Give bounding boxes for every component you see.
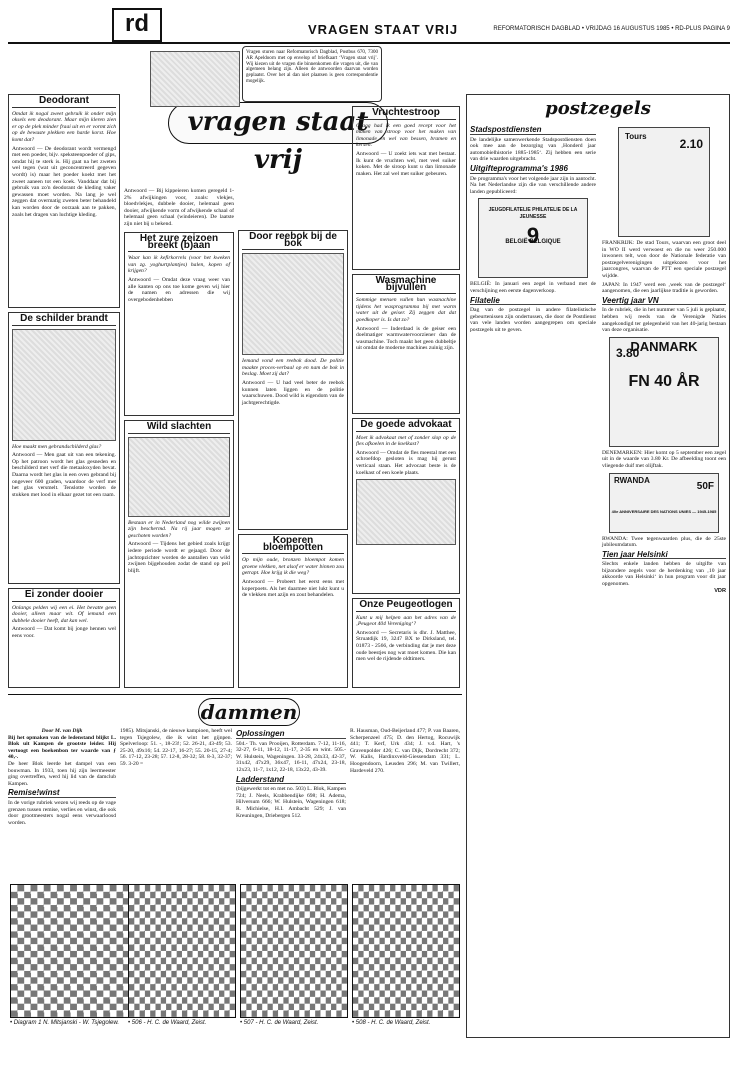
article-zonder: [8, 588, 120, 688]
section-title: Filatelie: [470, 298, 596, 306]
article-title: Wild slachten: [128, 424, 230, 434]
article-title: Deodorant: [12, 98, 116, 108]
article-answer: Antwoord — De deodorant wordt vermengd met een poeder, bijv. speksteenpoeder of gips, omdat hij te sterk is. Hij gaat na het zweten wel tegen (wat uit geconcentreerd gegeven wordt) is) maar het poeder koekt met het zweet aaneen tot een koek. Vanddaar dat bij gebruik van zo'n deodorant de kleding vaker gewassen moet worden. Na lang je wel zeggen dat overmatig zweten beter behandeld kan worden door de oorzaak aan te pakken, zoals het dragen van luchtige kleding.: [12, 145, 116, 218]
section-text: Slechts enkele landen hebben de uitgifte van bijzondere zegels voor de herdenking van ‚10 jaar akkoorde van Helsinki‘ in hun program voor dit jaar opgenomen.: [602, 561, 726, 588]
article-title: De schilder brandt: [12, 316, 116, 326]
article-advocaat: [352, 418, 460, 594]
remise-text: In de vorige rubriek wezen wij reeds op de vage grenzen tussen remise, verlies en winst, die ook door grootmeesters nogal eens verwaarloosd worden.: [8, 799, 116, 826]
diagram-caption: • 506 - H. C. de Waard, Zeist.: [128, 1020, 207, 1026]
diagram-caption: • Diagram 1 N. Mitsjanski - W. Tsjegolew.: [10, 1020, 120, 1026]
denemarken-text: DENEMARKEN: Hier komt op 5 september een zegel uit in de waarde van 3.80 Kr. De afbeelding toont een vliegende duif met olijftak.: [602, 449, 726, 469]
stamp-danmark: DANMARK 3.80 FN 40 ÅR: [609, 337, 719, 447]
section-divider: [8, 694, 462, 695]
draughts-diagram-3: [240, 884, 348, 1018]
section-title: Veertig jaar VN: [602, 298, 726, 306]
section-title: Tien jaar Helsinki: [602, 552, 726, 560]
ladder-text: (bijgewerkt tot en met no. 503) L. Blok, Kampen 724; J. Neels, Krabbendijke 698; H. Adema, Hilversum 666; W. Hulstein, Wageningen 618; R. Michielse, H.I. Ambacht 529; J. van Kreuningen, Driebergen 512.: [236, 786, 346, 819]
article-title: De goede advokaat: [356, 422, 456, 432]
article-answer: Antwoord — Men gaat uit van een tekening. Op het patroon wordt het glas gesneden en beschilderd met verf die metaaloxyden bevat. Daarna wordt het glas in een oven gebrand bij ongeveer 600 graden, waardoor de verf met het glas versmelt. Tenslotte worden de stukken met lood in elkaar gezet tot een raam.: [12, 452, 116, 498]
diagram-caption: • 507 - H. C. de Waard, Zeist.: [240, 1020, 319, 1026]
article-question: Op mijn oude, bronzen bloempot komen groene vlekken, net alsof er water binnen zou getrapt. Hoe krijg ik die weg?: [242, 557, 344, 577]
article-answer: Antwoord — Probeert het eerst eens met koperpoets. Als het daarmee niet lukt kunt u de vlekken met azijn en zout behandelen.: [242, 578, 344, 599]
section-text: De landelijke samenwerkende Stadspostdiensten doen ook mee aan de bezorging van ‚Honderd jaar automobielhistorie 1885-1985‘. Zij hebben een serie van drie waarden uitgebracht.: [470, 136, 596, 163]
dammen-moves: 1985). Mitsjanski, de nieuwe kampioen, heeft wel tegen Tsjegolew, die ik wint het gijnpen. Spelverloop: 51. -, 18-23!; 52. 26-21, 43-49; 53. 25-20, 49x16; 54. 22-17, 16-27; 55. 20-15, 27-4; 56. 17-12, 23-28; 57. 12-8, 28-32; 58. 8-3, 32-37; 59. 3-20 =: [120, 728, 233, 767]
article-title: Door reebok bij de bok: [242, 234, 344, 250]
article-answer: Antwoord — Tijdens het gebied zoals krijgt iedere periode wordt er gejaagd. Door de jachtopzichter worden de aantallen van wild zwijnen bijgehouden zodat de stand op peil blijft.: [128, 541, 230, 574]
article-answer: Antwoord — Inderdaad is de geiser een doelmatiger warmwatervoorziener dan de wasmachine. Toch maakt het geen dubbeltje uit omdat de moderne machines zuinig zijn.: [356, 325, 456, 352]
banner-title: vragen staat vrij: [187, 107, 369, 175]
dammen-names: R. Hausman, Oud-Beijerland 477; P. van Baaren, Scherpenzeel 475; D. den Hertog, Rocuwijk 441; T. Kerf, Urk 434; J. v.d. Hart, 's Gravenpolder 426; C. van Dijk, Dordrecht 372; W. Kalis, Hardinxveld-Giessendam 331; L. Hoogendoorn, Leusden 296; M. van Twillert, Hardeveld 270.: [350, 728, 460, 774]
section-title: Uitgifteprogramma's 1986: [470, 166, 596, 174]
page-headline: VRAGEN STAAT VRIJ: [308, 22, 459, 37]
dammen-banner: [198, 698, 300, 726]
article-answer: Antwoord — Secretaris is dhr. J. Matthee, Struatdijk 19, 3247 BX te Dirksland, tel. 01873 - 2566, de verbinding dat je met deze oude beestjes nog wat moet komen. Die kan men wel de rijdende oldtimers.: [356, 629, 456, 663]
postzegels-left-column: [470, 124, 596, 594]
deer-illustration: [242, 253, 344, 355]
article-answer: Antwoord — Dat komt bij jonge hennen wel eens voor.: [12, 626, 116, 639]
section-text: De programma's voor het volgende jaar zijn in aantocht. Na het Nederlandse zijn die van verschillende andere landen gepubliceerd:: [470, 175, 596, 195]
article-vrucht: [352, 106, 460, 270]
boar-illustration: [128, 437, 230, 517]
stamp-rwanda: RWANDA 50F 40e ANNIVERSAIRE DES NATIONS UNIES — 1945-1985: [609, 473, 719, 533]
article-wasmachine: [352, 274, 460, 414]
remise-title: Remise!winst: [8, 790, 116, 798]
article-question: Hoe maakt men gebrandschilderd glas?: [12, 443, 102, 450]
dammen-column-3: [236, 728, 346, 878]
rd-logo: rd: [112, 8, 162, 42]
article-koperen: [238, 534, 348, 688]
article-answer: Antwoord — U zoekt iets wat met bestaat. Ik kunt de vruchten wel, met veel suiker koken. Met de siroop kunt u dan limonade maken. Het zal wel met suiker gebeuren.: [356, 150, 456, 177]
stamp-belgie: JEUGDFILATELIE PHILATELIE DE LA JEUNESSE 9 BELGIË BELGIQUE: [478, 198, 588, 278]
article-deodorant: [8, 94, 120, 308]
postzegels-right-column: [602, 124, 726, 594]
signature: VDR: [714, 587, 726, 594]
article-answer: Antwoord — U had veel beter de reebok kunnen laten liggen en de politie waarschuwen. Dood wild is eigendom van de jachtgerechtigde.: [242, 379, 344, 406]
article-reebok: [238, 230, 348, 530]
article-title: Koperen bloempotten: [242, 538, 344, 554]
postzegels-section: [466, 94, 730, 1038]
article-question: Omdat ik nogal zweet gebruik ik onder mijn oksels een deodorant. Maar mijn kleren zien er op de plek minder fraai uit en er vormt zich op de bewuste plekken een harde korst. Hoe komt dat?: [12, 110, 116, 143]
japan-text: JAPAN: In 1947 werd een ‚week van de postzegel‘ aangenomen, die een jaarlijkse traditie is geworden.: [602, 281, 726, 295]
draughts-diagram-2: [128, 884, 236, 1018]
draughts-diagram-1: [10, 884, 144, 1018]
article-answer: Antwoord — Omdat deze vraag weer van alle kanten op ons toe kome geven wij hier de namen en adressen die wij overgebodenhebben: [128, 276, 230, 303]
article-question: Onlangs pelden wij een ei. Het bevatte geen dooier, alleen maar wit. Of iemand een dubbele dooier heeft, dat kan wel.: [12, 604, 116, 624]
article-kippen: Antwoord — Bij kippeieren komen geregeld 1-2% afwijkingen voor, zoals: vlekjes, bloedvlekjes, dubbele dooier, helemaal geen dooier, afwijkende vorm of afwijkende schaal of helemaal geen schaal (windeieren). De laatste zijn niet bij u bekend.: [124, 188, 234, 227]
article-title: Onze Peugeotlogen: [356, 602, 456, 612]
article-question: Moet ik advokaat met of zonder slop op de fles afkoelen in de koelkast?: [356, 434, 456, 448]
diagram-caption: • 508 - H. C. de Waard, Zeist.: [352, 1020, 431, 1026]
article-title: Vruchtestroop: [356, 110, 456, 120]
article-title: Ei zonder dooier: [12, 592, 116, 602]
article-zure: [124, 232, 234, 416]
glass-painter-illustration: [12, 329, 116, 441]
ladder-title: Ladderstand: [236, 777, 346, 785]
dammen-lead: Bij het opmaken van de ledenstand blijkt L. Blok uit Kampen de grootste leider. Hij vertoogt een boekenbon ter waarde van ƒ 40,-.: [8, 734, 116, 761]
intro-box: Vragen sturen naar Reformatorisch Dagblad, Postbus 670, 7300 AR Apeldoorn met op envelop of briefkaart ‘Vragen staat vrij’. Wij kiezen uit de vragen die binnenkomen die vragen uit, die van algemeen belang zijn. Alleen de antwoorden daarvan worden geplaatst. Over het al dan niet plaatsen is geen correspondentie mogelijk.: [242, 46, 382, 102]
dammen-column-1: [8, 728, 116, 878]
article-question: Waar kan ik kefirkorrels (voor het kweken van zg. yoghurtplantjes) halen, kopen of krijgen?: [128, 255, 230, 275]
mailbox-illustration: [150, 51, 240, 107]
dammen-author: Door M. van Dijk: [41, 728, 83, 734]
article-question: Graag had ik een goed recept voor het maken van stroop voor het maken van limonade en wel van bessen, bramen en kersen.: [356, 122, 456, 149]
article-answer: Antwoord — Omdat de fles meestal met een schroefdop gesloten is mag hij gerust verticaal staan. Het advocaat beste is de koelkast of een koele plaats.: [356, 449, 456, 476]
bottle-illustration: [356, 479, 456, 545]
article-peugeot: [352, 598, 460, 688]
draughts-diagram-4: [352, 884, 460, 1018]
oplossingen-text: 504.- Th. van Prooijen, Rotterdam. 7-12, 11-16, 32-27, 6-11, 18-12, 11-17, 2-35 en wint. 505.- W. Hulstein, Wageningen. 33-28, 24x33, 42-37, 31x42, 47x29, 36x47, 16-11, 47x24, 23-18, 12x23, 11-7, 1x12, 22-18, 13x22, 43-39.: [236, 740, 346, 773]
dammen-title: dammen: [200, 700, 298, 724]
article-title: Het zure zeizoen breekt (b)aan: [128, 236, 230, 252]
oplossingen-title: Oplossingen: [236, 731, 346, 739]
article-title: Wasmachine bijvullen: [356, 278, 456, 294]
article-schilder: [8, 312, 120, 584]
postzegels-title: postzegels: [545, 98, 651, 119]
dammen-intro: De heer Blok leerde het dampel van een bouwman. In 1933, toen hij zijn leermeester ging overtreffen, werd hij lid van de damclub Kampen.: [8, 760, 116, 787]
stamp-tours: Tours 2.10: [618, 127, 710, 237]
section-title: Stadspostdiensten: [470, 127, 596, 135]
section-text: In de rubriek, die in het nummer van 5 juli is geplaatst, hebben wij reeds van de Verenigde Naties aangekondigd ter gelegenheid van het 40-jarig bestaan van deze organisatie.: [602, 307, 726, 334]
article-wild: [124, 420, 234, 688]
article-question: Iemand vond een reebok dood. De politie maakte proces-verbaal op en nam de bok in beslag. Moet zij dat?: [242, 358, 344, 378]
dateline: REFORMATORISCH DAGBLAD • VRIJDAG 16 AUGUSTUS 1985 • RD-PLUS PAGINA 9: [493, 26, 730, 32]
belgie-text: BELGIË: In januari een zegel in verband met de verschijning een eerste dagenverkoop.: [470, 281, 596, 294]
masthead: [8, 8, 730, 44]
article-question: Sommige mensen vullen hun wasmachine tijdens het wasprogramma bij met warm water uit de geiser. Zij zeggen dat dat goedkoper is. Is dat zo?: [356, 297, 456, 323]
article-question: Kunt u mij helpen aan het adres van de ‚Peugeot 404 Vereniging‘?: [356, 614, 456, 628]
rwanda-text: RWANDA: Twee tegenwaarden plus, die de 25ste jubileumdatum.: [602, 535, 726, 549]
article-question: Bestaan er in Nederland nog wilde zwijnen zijn beschermd. Na rij jaar mogen ze geschoten worden?: [128, 519, 230, 539]
section-text: Dag van de postzegel in andere filatelistische gebeurtenissen zijn ondertussen, die door de Postdienst van vele landen worden aangegrepen om speciale postzegels uit te geven.: [470, 307, 596, 333]
frankrijk-text: FRANKRIJK: De stad Tours, waarvan een groot deel in WO II werd verwoest en die nu weer 250.000 inwoners telt, won door de Nationale federatie van postzegelverenigingen uitgekozen voor het jaarcongres, waarvan de PTT een speciale postzegel wijdde.: [602, 240, 726, 279]
